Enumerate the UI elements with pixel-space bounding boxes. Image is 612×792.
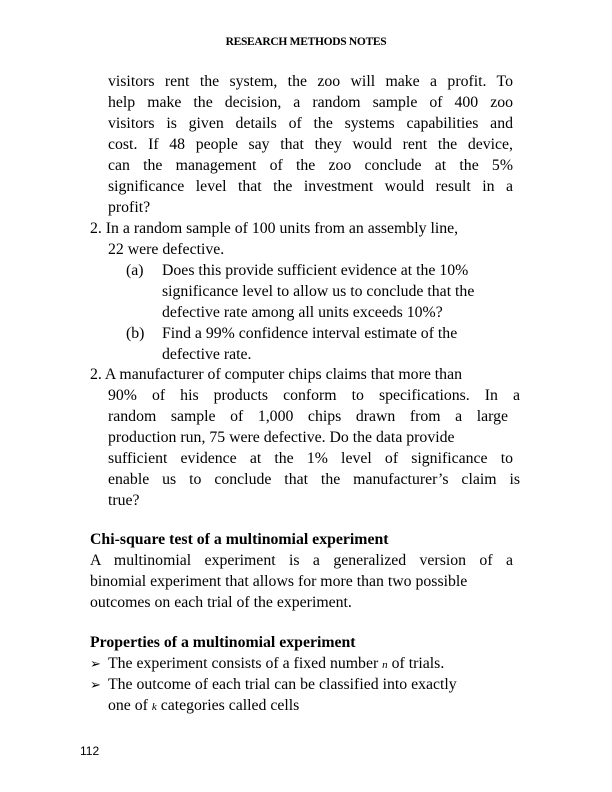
bullet-text: The experiment consists of a fixed number (108, 655, 383, 672)
bullet-item (90, 675, 457, 696)
para1-line: cost. If 48 people say that they would rent the device, (108, 136, 513, 153)
arrow-bullet-icon: ➢ (90, 678, 101, 693)
para1-line: profit? (108, 199, 151, 216)
chi-paragraph-line: outcomes on each trial of the experiment. (90, 594, 352, 611)
running-header: RESEARCH METHODS NOTES (225, 36, 387, 48)
bullet-text: categories called cells (156, 697, 300, 714)
arrow-bullet-icon: ➢ (90, 657, 101, 672)
subquestion-a-line: significance level to allow us to conclude that the (162, 283, 475, 300)
subquestion-a-line: Does this provide sufficient evidence at the 10% (162, 262, 469, 279)
para1-line: visitors is given details of the systems capabilities and (108, 115, 513, 132)
question-3-line: 2. A manufacturer of computer chips claims that more than (90, 366, 462, 383)
question-3-line: enable us to conclude that the manufacturer’s claim is (108, 471, 520, 488)
section-heading-properties: Properties of a multinomial experiment (90, 634, 356, 651)
question-3-line: 90% of his products conform to specifications. In a (108, 387, 520, 404)
section-heading-chi-square: Chi-square test of a multinomial experiment (90, 531, 389, 548)
question-2-line: 2. In a random sample of 100 units from an assembly line, (90, 220, 459, 237)
subquestion-a-label: (a) (126, 262, 144, 279)
para1-line: visitors rent the system, the zoo will make a profit. To (108, 73, 513, 90)
subquestion-b-line: Find a 99% confidence interval estimate of the (162, 325, 458, 342)
chi-paragraph-line: binomial experiment that allows for more than two possible (90, 573, 468, 590)
bullet-text: The outcome of each trial can be classified into exactly (108, 676, 457, 693)
question-3-line: true? (108, 492, 140, 509)
para1-line: help make the decision, a random sample of 400 zoo (108, 94, 513, 111)
question-3-line: production run, 75 were defective. Do the data provide (108, 429, 455, 446)
para1-line: significance level that the investment would result in a (108, 178, 513, 195)
variable-k: k (151, 701, 157, 713)
question-3-line: sufficient evidence at the 1% level of significance to (108, 450, 513, 467)
bullet-text: of trials. (387, 655, 445, 672)
variable-n: n (382, 659, 388, 671)
subquestion-a-line: defective rate among all units exceeds 10%? (162, 304, 443, 321)
para1-line: can the management of the zoo conclude at the 5% (108, 157, 513, 174)
question-2-line: 22 were defective. (108, 241, 225, 258)
bullet-text: one of (108, 697, 152, 714)
chi-paragraph-line: A multinomial experiment is a generalized version of a (90, 552, 513, 569)
subquestion-b-line: defective rate. (162, 346, 252, 363)
bullet-continuation (108, 696, 299, 717)
subquestion-b-label: (b) (126, 325, 145, 342)
question-3-line: random sample of 1,000 chips drawn from a large (108, 408, 508, 425)
page-number: 112 (80, 744, 100, 758)
bullet-item (90, 654, 444, 675)
